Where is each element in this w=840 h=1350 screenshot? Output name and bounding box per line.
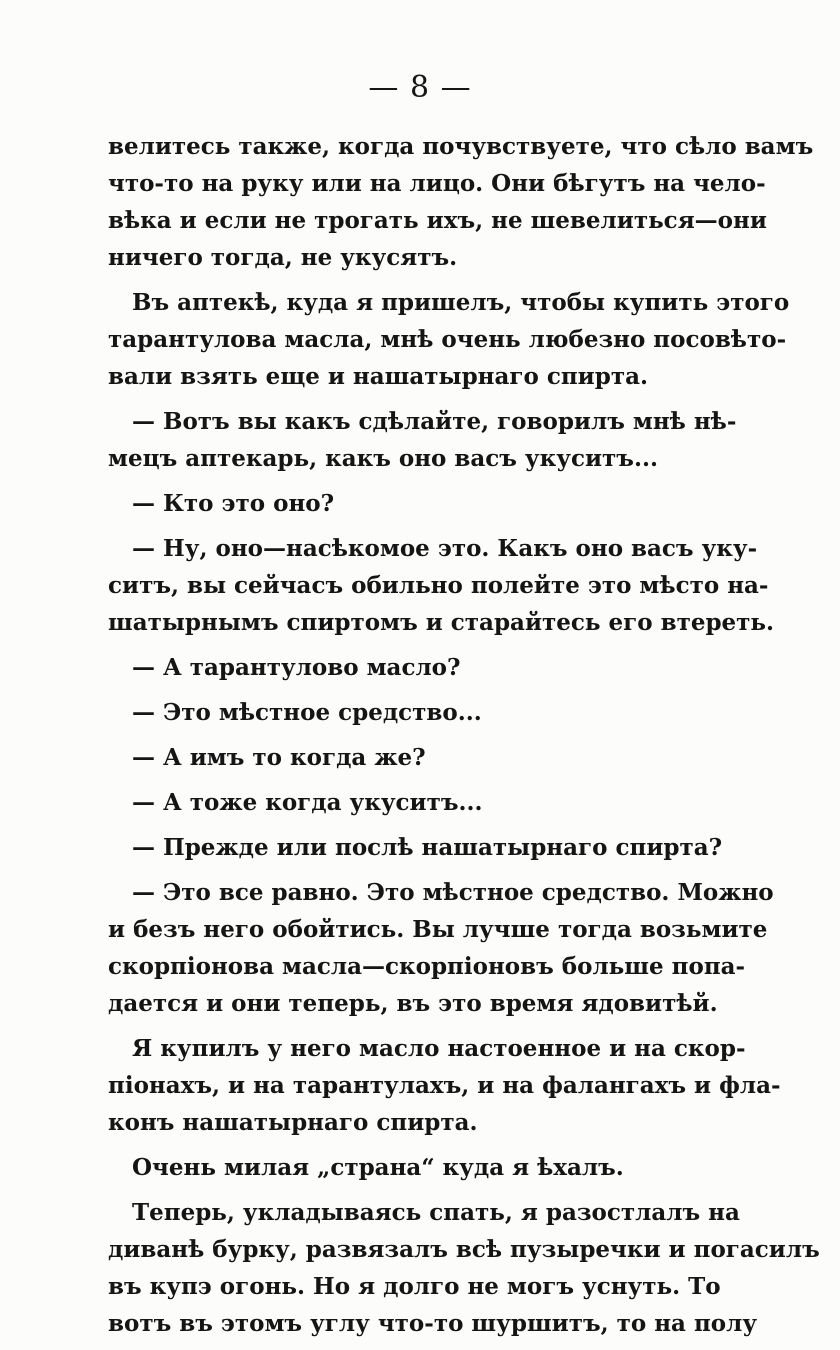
paragraph: [108, 829, 723, 866]
text-line: тарантулова масла, мнѣ очень любезно посовѣто-: [108, 326, 787, 353]
text-line: — Это мѣстное средство...: [132, 699, 482, 726]
text-line: ничего тогда, не укусятъ.: [108, 244, 458, 271]
text-line: — А тоже когда укуситъ...: [132, 789, 483, 816]
text-line: велитесь также, когда почувствуете, что сѣло вамъ: [108, 133, 814, 160]
page-number: — 8 —: [368, 70, 472, 105]
paragraph: [108, 1149, 698, 1186]
text-line: шатырнымъ спиртомъ и старайтесь его втереть.: [108, 609, 775, 636]
text-line: вотъ въ этомъ углу что-то шуршитъ, то на полу: [108, 1310, 758, 1337]
paragraph: [108, 1194, 820, 1342]
paragraph: [108, 128, 814, 276]
text-line: Я купилъ у него масло настоенное и на скор-: [132, 1035, 746, 1062]
paragraph: [108, 485, 698, 522]
text-line: мецъ аптекарь, какъ оно васъ укуситъ...: [108, 445, 658, 472]
text-line: вали взять еще и нашатырнаго спирта.: [108, 363, 648, 390]
paragraph: [108, 694, 698, 731]
text-line: — Прежде или послѣ нашатырнаго спирта?: [132, 834, 723, 861]
paragraph: [108, 1030, 781, 1141]
paragraph: [108, 649, 698, 686]
text-line: — Это все равно. Это мѣстное средство. Можно: [132, 879, 774, 906]
text-line: конъ нашатырнаго спирта.: [108, 1109, 478, 1136]
text-line: — Кто это оно?: [132, 490, 335, 517]
text-line: — А имъ то когда же?: [132, 744, 426, 771]
paragraph: [108, 403, 737, 477]
text-line: Очень милая „страна“ куда я ѣхалъ.: [132, 1154, 624, 1181]
paragraph: [108, 284, 790, 395]
text-line: и безъ него обойтись. Вы лучше тогда возьмите: [108, 916, 768, 943]
page-text: [108, 128, 820, 1350]
text-line: въ купэ огонь. Но я долго не могъ уснуть. То: [108, 1273, 721, 1300]
text-line: — Ну, оно—насѣкомое это. Какъ оно васъ уку-: [132, 535, 758, 562]
text-line: диванѣ бурку, развязалъ всѣ пузыречки и погасилъ: [108, 1236, 820, 1263]
text-line: вѣка и если не трогать ихъ, не шевелиться—они: [108, 207, 767, 234]
paragraph: [108, 874, 774, 1022]
text-line: скорпіонова масла—скорпіоновъ больше попа-: [108, 953, 746, 980]
text-line: піонахъ, и на тарантулахъ, и на фалангахъ и фла-: [108, 1072, 781, 1099]
paragraph: [108, 739, 698, 776]
text-line: — А тарантулово масло?: [132, 654, 461, 681]
paragraph: [108, 530, 775, 641]
text-line: дается и они теперь, въ это время ядовитѣй.: [108, 990, 718, 1017]
text-line: Теперь, укладываясь спать, я разостлалъ на: [132, 1199, 740, 1226]
text-line: ситъ, вы сейчасъ обильно полейте это мѣсто на-: [108, 572, 769, 599]
paragraph: [108, 784, 698, 821]
text-line: что-то на руку или на лицо. Они бѣгутъ на чело-: [108, 170, 766, 197]
text-line: — Вотъ вы какъ сдѣлайте, говорилъ мнѣ нѣ-: [132, 408, 737, 435]
text-line: Въ аптекѣ, куда я пришелъ, чтобы купить этого: [132, 289, 790, 316]
